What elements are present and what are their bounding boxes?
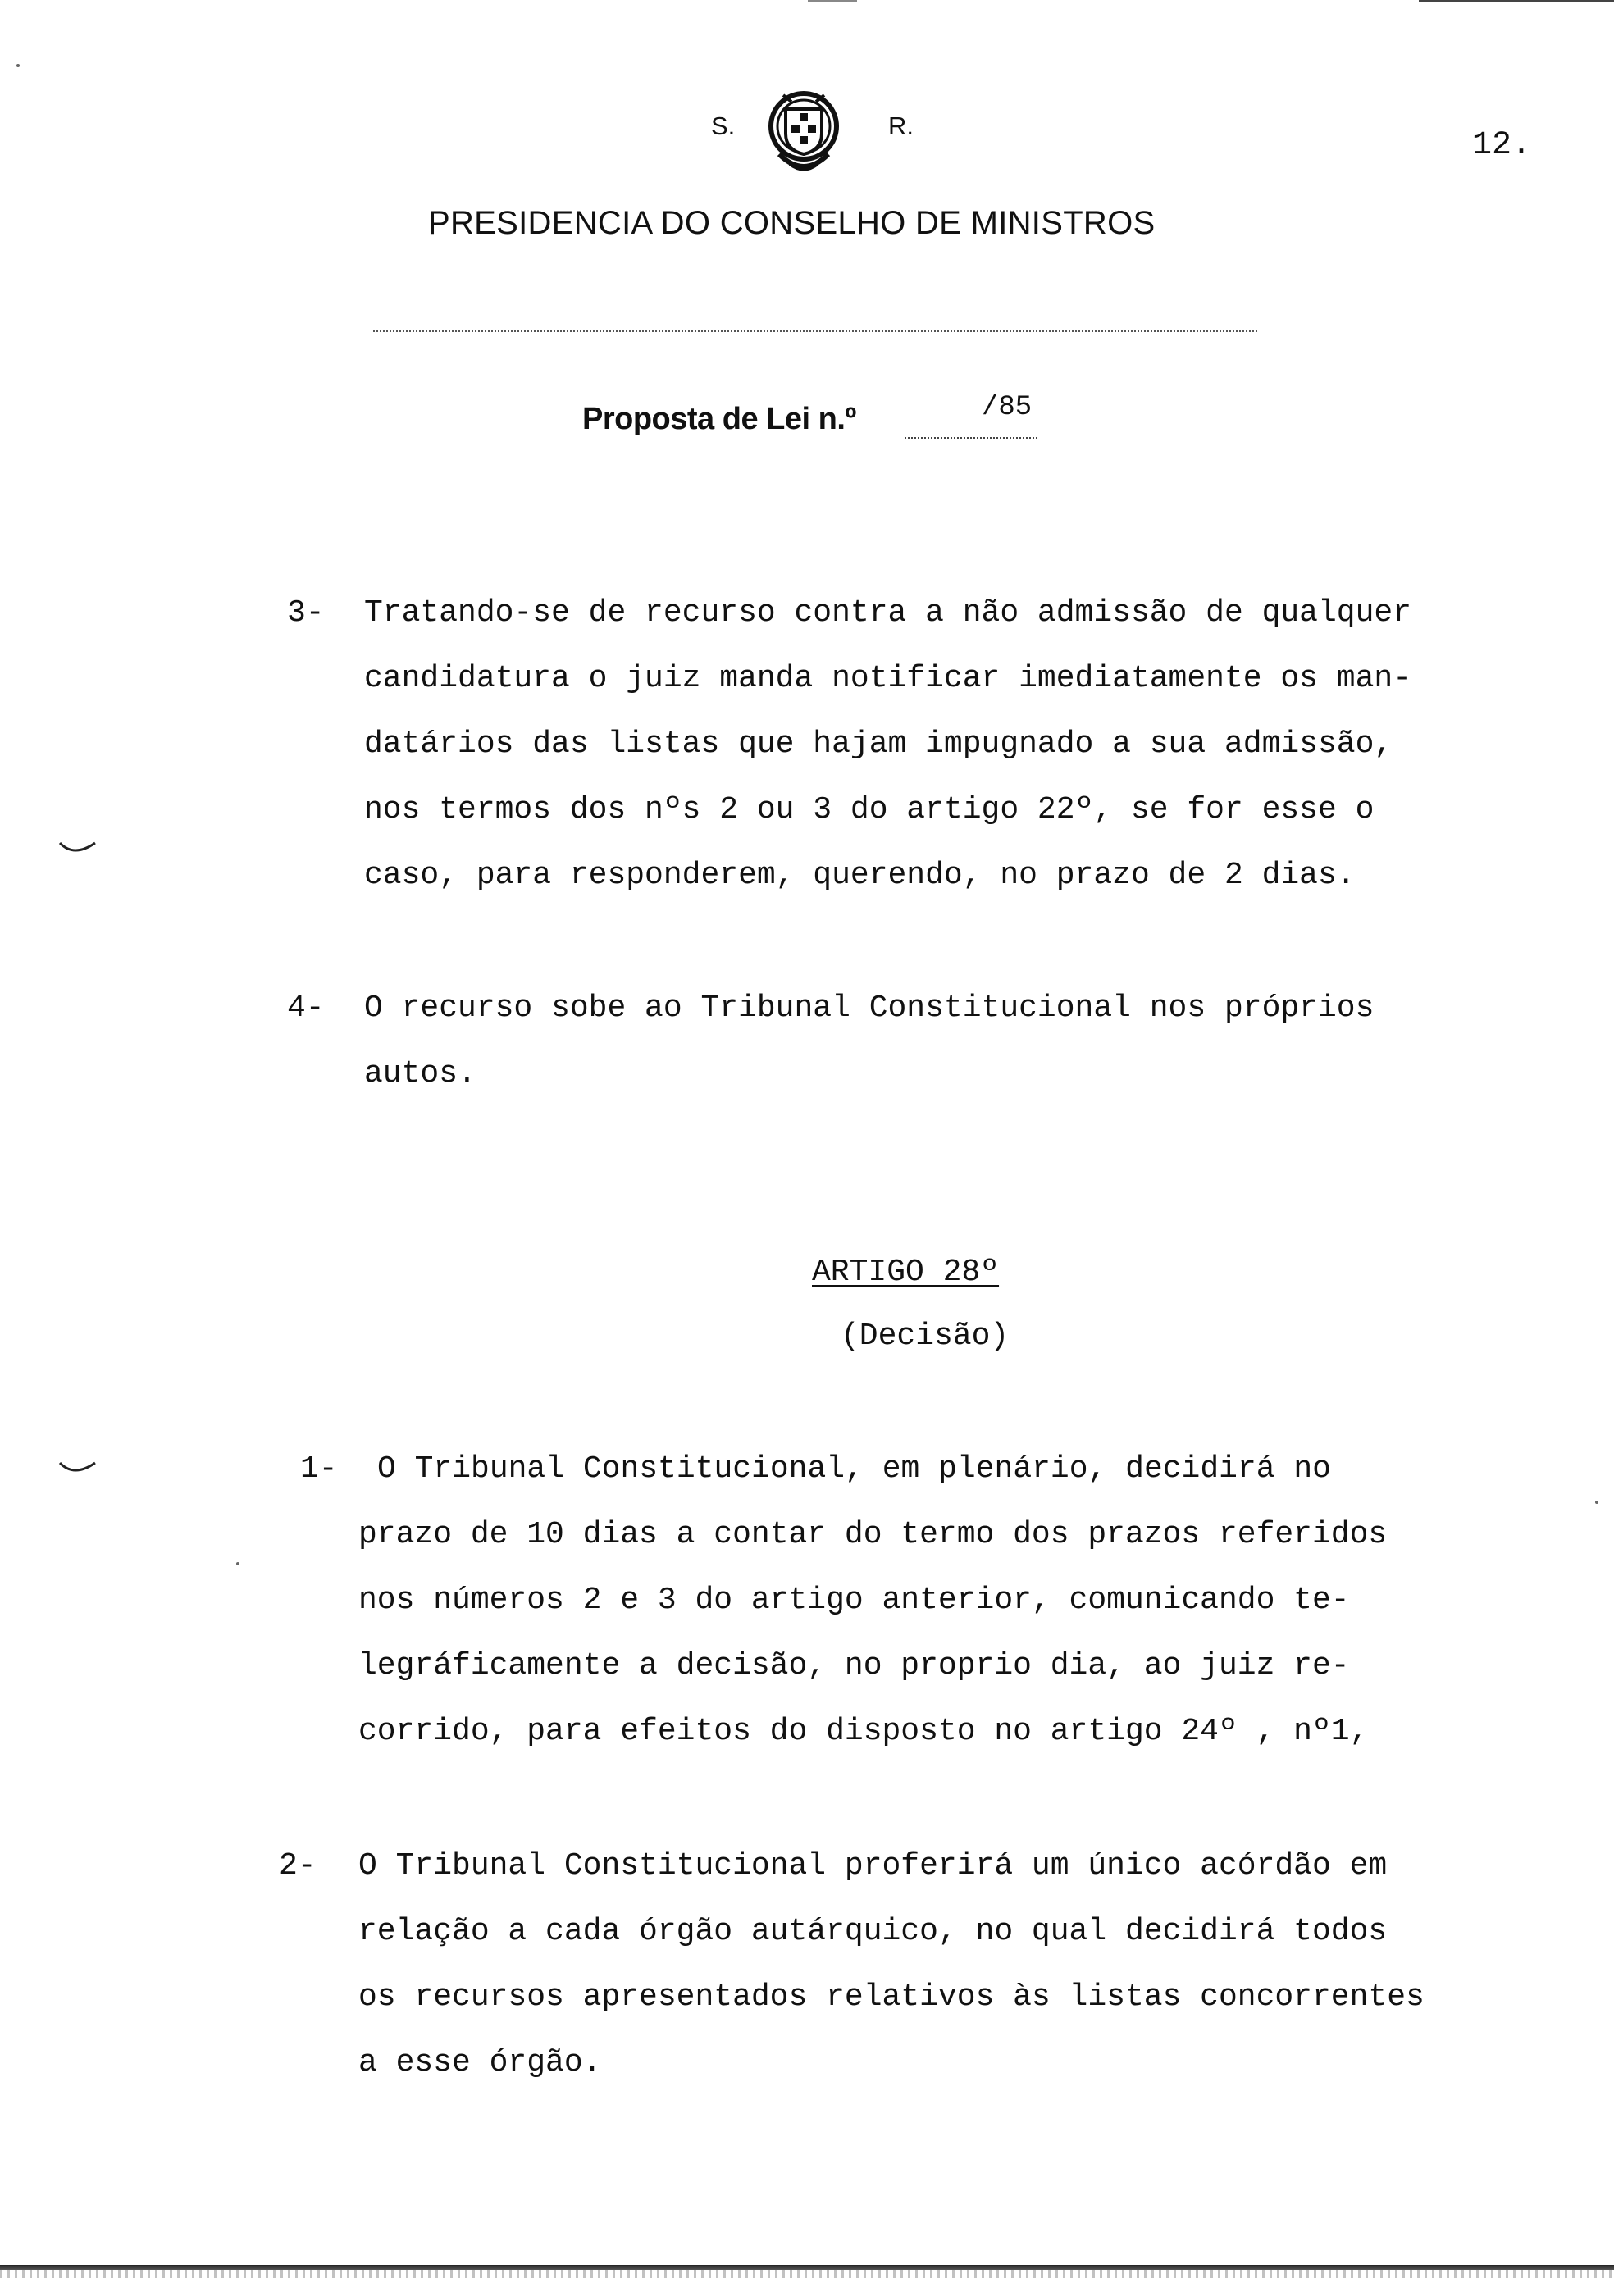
scan-edge-top-right	[1419, 0, 1614, 2]
margin-check-mark-icon	[57, 1456, 98, 1481]
section-line: O recurso sobe ao Tribunal Constitucional nos próprios	[364, 991, 1375, 1026]
section-line: Tratando-se de recurso contra a não admissão de qualquer	[364, 595, 1412, 631]
article-paragraph-line: O Tribunal Constitucional proferirá um único acórdão em	[358, 1848, 1388, 1884]
article-title: ARTIGO 28º	[812, 1255, 1000, 1290]
section-line: caso, para responderem, querendo, no prazo de 2 dias.	[364, 858, 1356, 893]
seal-letter-left: S.	[711, 112, 736, 140]
article-subtitle: (Decisão)	[841, 1319, 1010, 1354]
scan-edge-bottom-noise	[0, 2270, 1614, 2278]
article-paragraph-line: O Tribunal Constitucional, em plenário, decidirá no	[377, 1451, 1331, 1487]
seal-letter-right: R.	[888, 112, 914, 140]
scan-speck	[16, 64, 20, 67]
section-line: autos.	[364, 1056, 476, 1091]
scan-edge-top-mid	[808, 0, 857, 2]
section-line: candidatura o juiz manda notificar imediatamente os man-	[364, 661, 1412, 696]
header-title: PRESIDENCIA DO CONSELHO DE MINISTROS	[428, 205, 1156, 241]
proposta-label: Proposta de Lei n.º	[582, 402, 856, 436]
proposta-fill-line	[905, 437, 1037, 439]
article-paragraph-line: relação a cada órgão autárquico, no qual decidirá todos	[358, 1914, 1388, 1949]
margin-check-mark-icon	[57, 836, 98, 861]
article-paragraph-line: legráficamente a decisão, no proprio dia, ao juiz re-	[358, 1648, 1350, 1683]
proposta-number: /85	[982, 392, 1033, 423]
section-number: 4-	[287, 991, 325, 1026]
coat-of-arms-seal-icon	[759, 72, 849, 187]
article-paragraph-line: corrido, para efeitos do disposto no artigo 24º , nº1,	[358, 1714, 1369, 1749]
section-line: datários das listas que hajam impugnado a sua admissão,	[364, 727, 1393, 762]
article-paragraph-line: a esse órgão.	[358, 2045, 602, 2080]
article-paragraph-line: nos números 2 e 3 do artigo anterior, comunicando te-	[358, 1583, 1350, 1618]
article-paragraph-line: prazo de 10 dias a contar do termo dos prazos referidos	[358, 1517, 1388, 1552]
page-number: 12.	[1472, 127, 1532, 164]
section-line: nos termos dos nºs 2 ou 3 do artigo 22º, se for esse o	[364, 792, 1375, 827]
header-dotted-rule	[373, 330, 1257, 332]
scan-speck	[1595, 1501, 1598, 1504]
scan-speck	[236, 1562, 239, 1565]
article-paragraph-line: os recursos apresentados relativos às listas concorrentes	[358, 1979, 1425, 2015]
article-paragraph-number: 2-	[279, 1848, 317, 1884]
section-number: 3-	[287, 595, 325, 631]
article-paragraph-number: 1-	[300, 1451, 338, 1487]
